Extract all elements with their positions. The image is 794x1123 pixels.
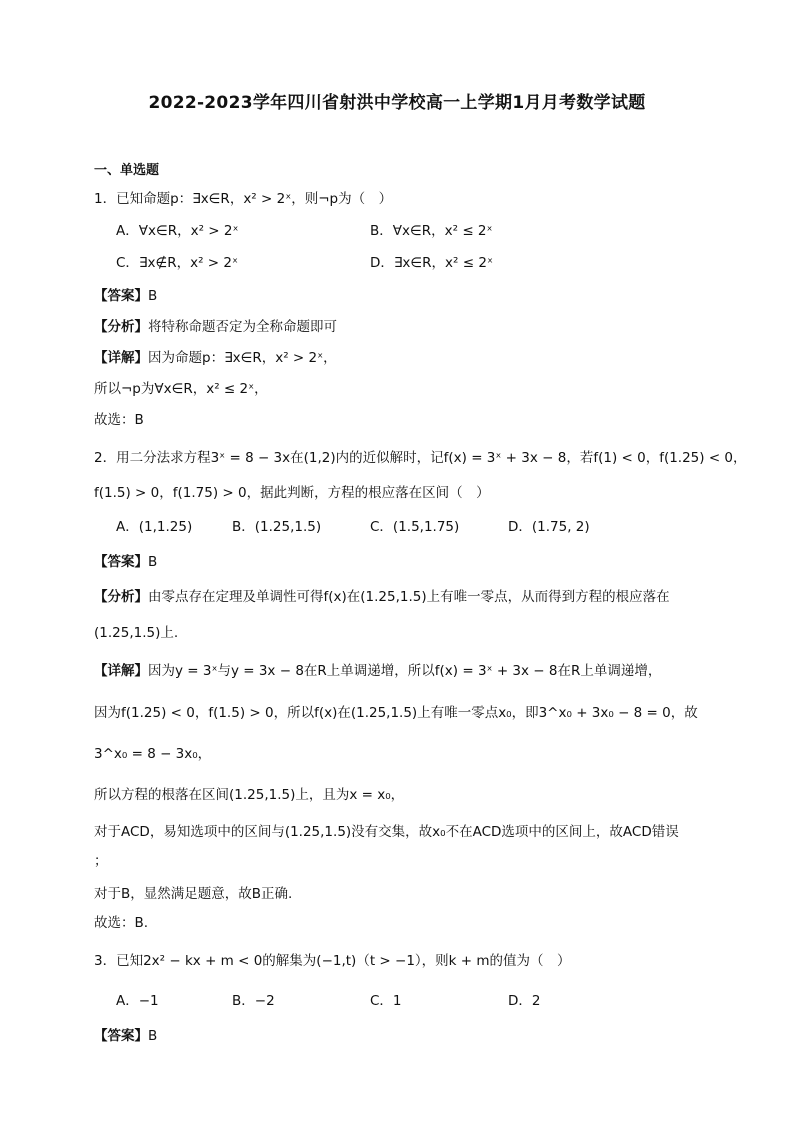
q1-answer <box>94 287 157 305</box>
q1-option-a: A．∀x∈R，x² > 2ˣ <box>116 223 239 239</box>
q1-stem: 1．已知命题p：∃x∈R，x² > 2ˣ，则¬p为（ ） <box>94 191 393 207</box>
q2-stem-line-1: 2．用二分法求方程3ˣ = 8 − 3x在(1,2)内的近似解时，记f(x) = 3ˣ + 3x − 8，若f(1) < 0，f(1.25) < 0， <box>94 450 747 466</box>
q2-option-d: D．(1.75, 2) <box>508 519 590 535</box>
q1-option-d: D．∃x∈R，x² ≤ 2ˣ <box>370 255 493 271</box>
q3-option-a: A．−1 <box>116 993 159 1009</box>
q2-stem-line-2: f(1.5) > 0，f(1.75) > 0，据此判断，方程的根应落在区间（ ） <box>94 485 490 501</box>
q3-option-b: B．−2 <box>232 993 275 1009</box>
q2-detail-line-4: 所以方程的根落在区间(1.25,1.5)上，且为x = x₀， <box>94 787 405 803</box>
q2-detail-line-7: 对于B，显然满足题意，故B正确. <box>94 886 293 902</box>
q2-detail-line-6: ； <box>94 853 108 869</box>
q1-analysis <box>94 318 337 336</box>
q2-detail-line-5: 对于ACD，易知选项中的区间与(1.25,1.5)没有交集，故x₀不在ACD选项中的区间上，故ACD错误 <box>94 824 679 840</box>
section-heading: 一、单选题 <box>94 163 160 178</box>
q3-stem: 3．已知2x² − kx + m < 0的解集为(−1,t)（t > −1），则k + m的值为（ ） <box>94 953 571 969</box>
detail-text: 因为y = 3ˣ与y = 3x − 8在R上单调递增，所以f(x) = 3ˣ + 3x − 8在R上单调递增， <box>148 663 662 679</box>
answer-tag: 【答案】 <box>94 1028 148 1044</box>
q2-option-c: C．(1.5,1.75) <box>370 519 460 535</box>
q3-option-d: D．2 <box>508 993 541 1009</box>
page-title: 2022-2023学年四川省射洪中学校高一上学期1月月考数学试题 <box>148 93 646 113</box>
q1-detail-line-3: 故选：B <box>94 412 144 428</box>
analysis-text: 由零点存在定理及单调性可得f(x)在(1.25,1.5)上有唯一零点，从而得到方程的根应落在 <box>148 589 670 605</box>
q2-analysis-line-1 <box>94 588 670 606</box>
analysis-tag: 【分析】 <box>94 589 148 605</box>
detail-text: 因为命题p：∃x∈R，x² > 2ˣ， <box>148 350 337 366</box>
q2-option-b: B．(1.25,1.5) <box>232 519 322 535</box>
q2-analysis-line-2: (1.25,1.5)上. <box>94 625 179 641</box>
answer-tag: 【答案】 <box>94 554 148 570</box>
q2-detail-line-2: 因为f(1.25) < 0，f(1.5) > 0，所以f(x)在(1.25,1.5)上有唯一零点x₀，即3^x₀ + 3x₀ − 8 = 0，故 <box>94 705 698 721</box>
q2-detail-line-8: 故选：B. <box>94 915 149 931</box>
answer-value: B <box>148 554 158 570</box>
analysis-tag: 【分析】 <box>94 319 148 335</box>
q3-answer <box>94 1027 157 1045</box>
answer-value: B <box>148 288 158 304</box>
detail-tag: 【详解】 <box>94 350 148 366</box>
q1-option-b: B．∀x∈R，x² ≤ 2ˣ <box>370 223 493 239</box>
analysis-text: 将特称命题否定为全称命题即可 <box>148 319 337 335</box>
q2-detail-line-1 <box>94 662 661 680</box>
detail-tag: 【详解】 <box>94 663 148 679</box>
q1-detail-line-1 <box>94 349 337 367</box>
answer-value: B <box>148 1028 158 1044</box>
q2-option-a: A．(1,1.25) <box>116 519 193 535</box>
q2-answer <box>94 553 157 571</box>
q1-detail-line-2: 所以¬p为∀x∈R，x² ≤ 2ˣ， <box>94 381 268 397</box>
answer-tag: 【答案】 <box>94 288 148 304</box>
q1-option-c: C．∃x∉R，x² > 2ˣ <box>116 255 238 271</box>
q3-option-c: C．1 <box>370 993 402 1009</box>
q2-detail-line-3: 3^x₀ = 8 − 3x₀， <box>94 746 212 762</box>
